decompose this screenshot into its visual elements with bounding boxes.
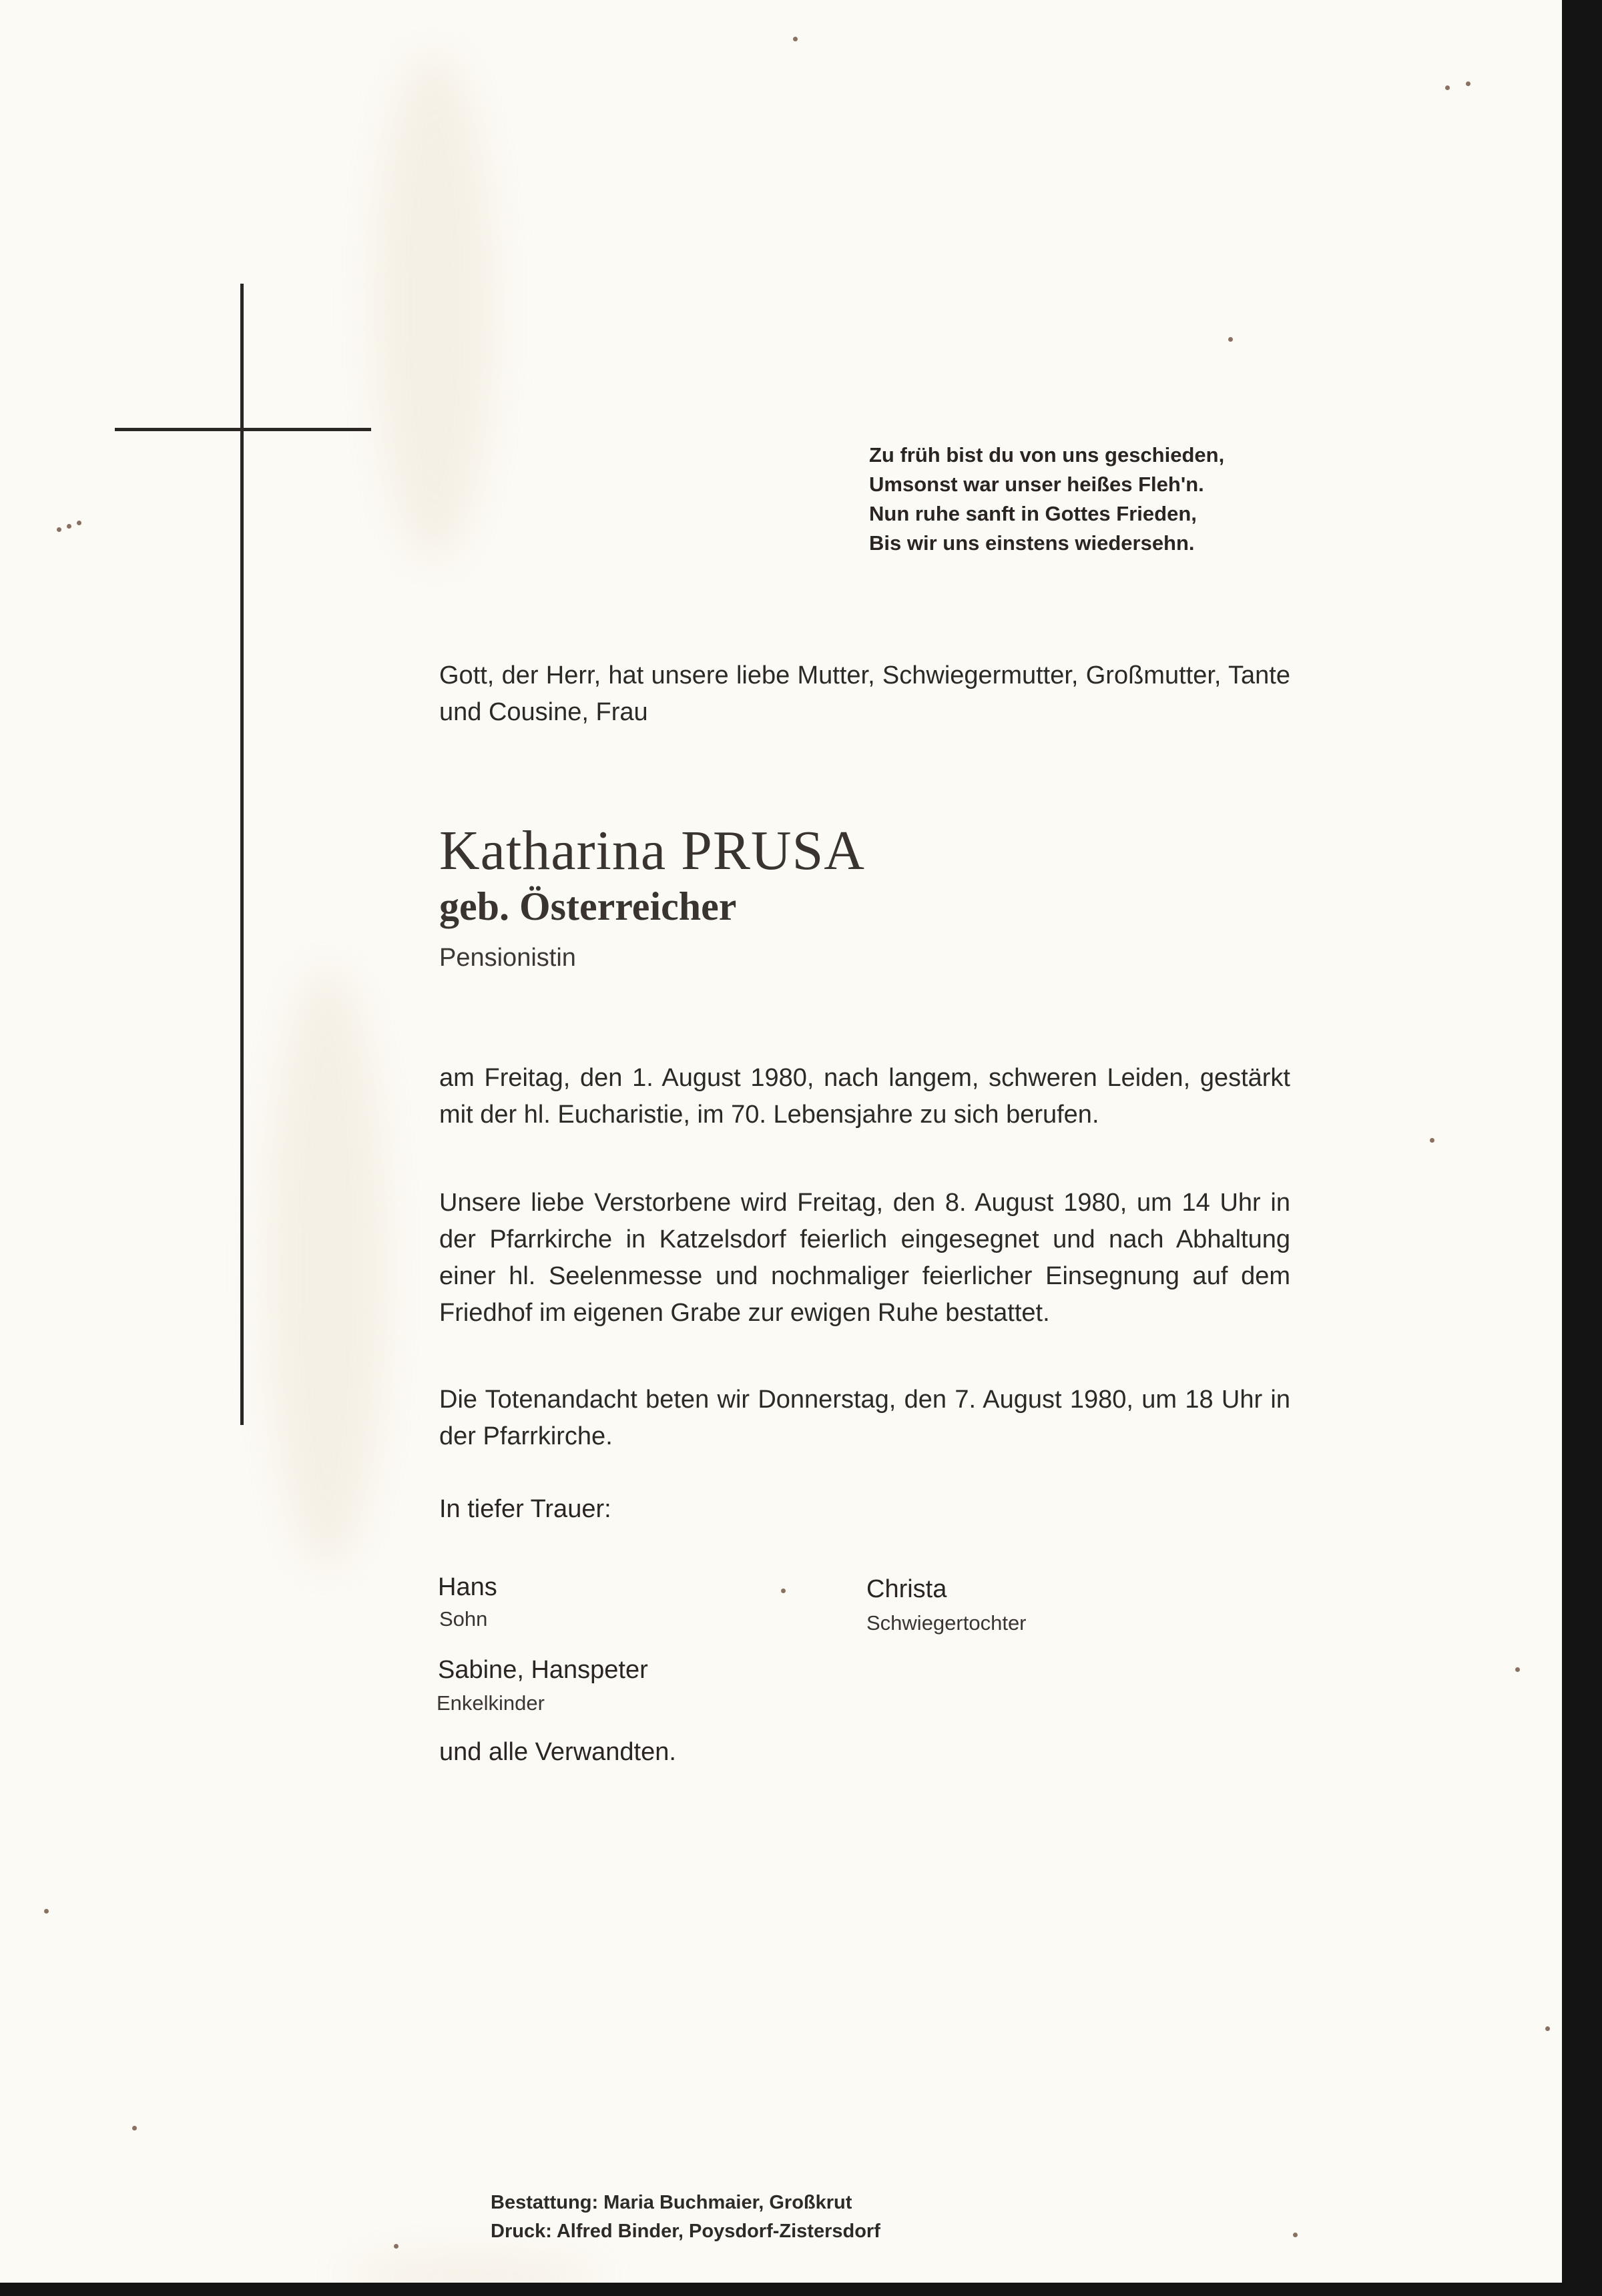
paper-speck (132, 2126, 137, 2130)
mourner-relation: Schwiegertochter (866, 1611, 1027, 1635)
paper-stain (374, 53, 494, 561)
paper-speck (781, 1589, 786, 1593)
mourner-relation: Enkelkinder (437, 1691, 545, 1715)
paper-speck (1545, 2026, 1550, 2031)
funeral-home-imprint: Bestattung: Maria Buchmaier, Großkrut (491, 2192, 852, 2213)
mourner-name: Hans (438, 1573, 497, 1601)
paper-speck (793, 37, 798, 41)
paper-speck (394, 2244, 398, 2249)
paper-speck (1515, 1667, 1520, 1672)
paper-speck (1466, 81, 1471, 86)
maiden-name: geb. Österreicher (439, 884, 737, 928)
paper-speck (67, 524, 71, 529)
mourner-relation: Sohn (439, 1607, 488, 1631)
memorial-verse (869, 441, 1224, 558)
cross-vertical-line (240, 284, 244, 1425)
mourning-border-right (1562, 0, 1602, 2296)
prayer-paragraph: Die Totenandacht beten wir Donnerstag, den 7. August 1980, um 18 Uhr in der Pfarrkirche. (439, 1386, 1290, 1450)
printer-imprint: Druck: Alfred Binder, Poysdorf-Zistersdorf (491, 2221, 880, 2242)
cross-horizontal-line (115, 428, 371, 431)
verse-line: Bis wir uns einstens wiedersehn. (869, 531, 1195, 555)
death-paragraph: am Freitag, den 1. August 1980, nach langem, schweren Leiden, gestärkt mit der hl. Eucharistie, im 70. Lebensjahre zu sich berufen. (439, 1064, 1290, 1129)
deceased-name: Katharina PRUSA (439, 820, 865, 882)
mourning-border-bottom (0, 2283, 1602, 2296)
paper-speck (77, 521, 81, 525)
paper-stain (267, 968, 387, 1568)
paper-speck (1228, 337, 1233, 342)
funeral-paragraph: Unsere liebe Verstorbene wird Freitag, den 8. August 1980, um 14 Uhr in der Pfarrkirche in Katzelsdorf feierlich eingesegnet und nach Abhaltung einer hl. Seelenmesse und nochmaliger feierlicher Einsegnung auf dem Friedhof im eigenen Grabe zur ewigen Ruhe bestattet. (439, 1189, 1290, 1327)
announcement-intro: Gott, der Herr, hat unsere liebe Mutter, Schwiegermutter, Großmutter, Tante und Cousine, Frau (439, 661, 1290, 726)
verse-line: Zu früh bist du von uns geschieden, (869, 443, 1225, 467)
paper-speck (57, 527, 61, 532)
mourner-name: Sabine, Hanspeter (438, 1656, 648, 1684)
closing-line: und alle Verwandten. (439, 1738, 676, 1766)
mourning-heading: In tiefer Trauer: (439, 1495, 611, 1523)
deceased-occupation: Pensionistin (439, 944, 576, 972)
paper-speck (1445, 85, 1450, 90)
paper-speck (44, 1909, 49, 1914)
paper-speck (1430, 1138, 1434, 1143)
verse-line: Umsonst war unser heißes Fleh'n. (869, 473, 1204, 496)
mourner-name: Christa (866, 1575, 947, 1603)
paper-speck (1293, 2233, 1298, 2237)
verse-line: Nun ruhe sanft in Gottes Frieden, (869, 502, 1197, 525)
